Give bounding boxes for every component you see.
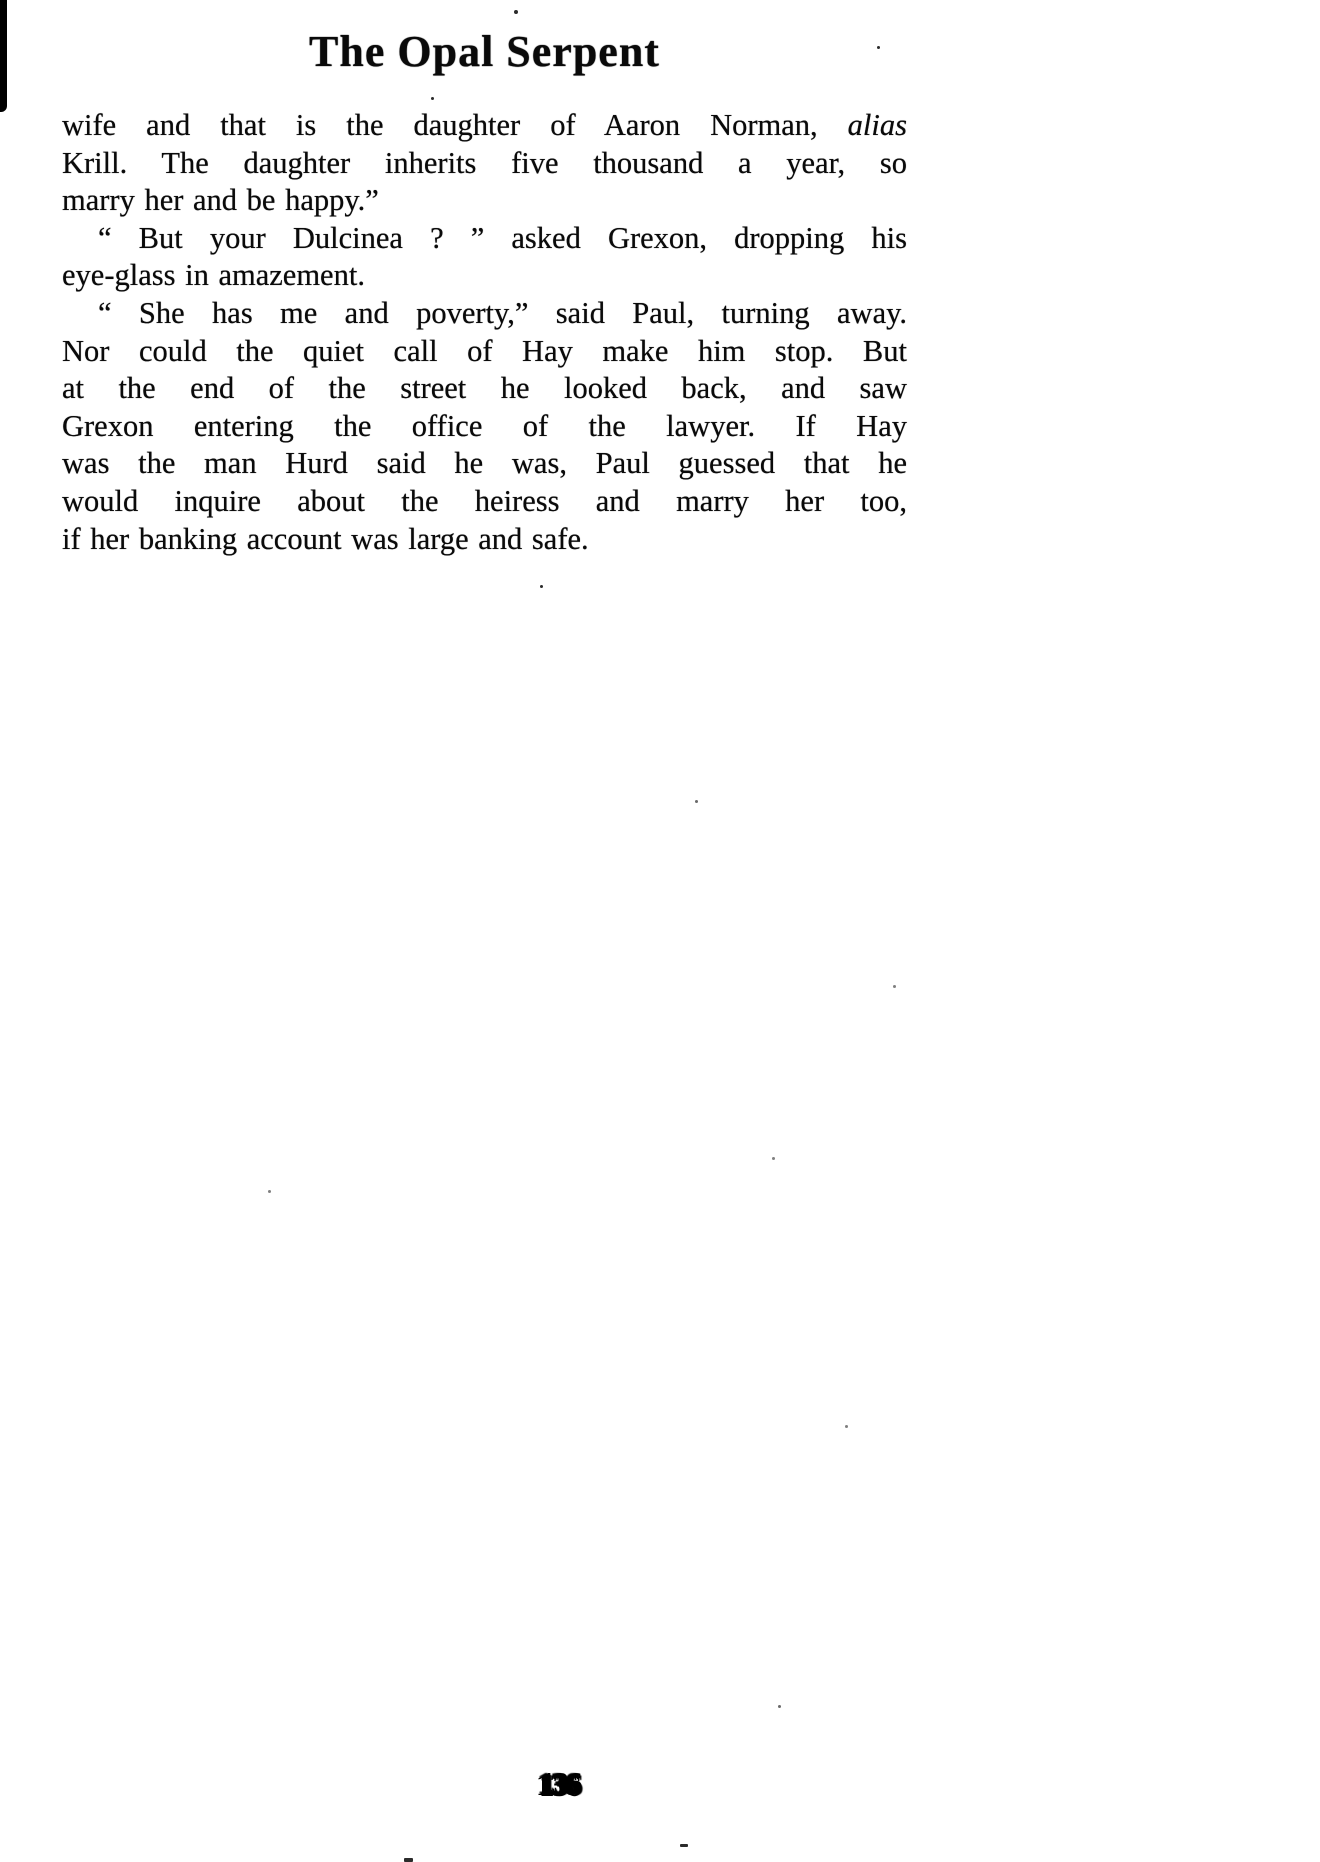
body-line-text: Grexon entering the office of the lawyer. If Hay (62, 408, 907, 443)
body-line-text: marry her and be happy.” (62, 183, 379, 218)
body-line (62, 295, 907, 333)
page-number: 136 (538, 1766, 579, 1801)
body-line (62, 145, 907, 183)
scan-speck (431, 97, 434, 100)
body-line (62, 107, 907, 145)
scan-speck (268, 1190, 271, 1193)
body-line-text: Nor could the quiet call of Hay make him stop. But (62, 333, 907, 368)
body-line-text: at the end of the street he looked back, and saw (62, 371, 907, 406)
scan-speck (778, 1705, 781, 1708)
body-line (62, 220, 907, 258)
body-text (62, 107, 907, 558)
scan-speck (540, 585, 543, 588)
body-line-text: would inquire about the heiress and marry her too, (62, 483, 907, 518)
body-line (62, 483, 907, 521)
body-line-text: “ She has me and poverty,” said Paul, turning away. (98, 295, 907, 330)
body-line (62, 257, 907, 295)
body-line (62, 333, 907, 371)
body-line-text: eye-glass in amazement. (62, 258, 365, 293)
body-line (62, 370, 907, 408)
body-line-italic-text: alias (847, 108, 907, 142)
scan-speck (404, 1858, 413, 1862)
body-line (62, 182, 907, 220)
body-line (62, 408, 907, 446)
body-line-text: if her banking account was large and safe. (62, 521, 589, 556)
scan-edge-artifact (0, 0, 7, 112)
scan-speck (680, 1844, 688, 1847)
scan-speck (695, 800, 698, 803)
scan-speck (893, 985, 896, 988)
body-line-text: was the man Hurd said he was, Paul guessed that he (62, 446, 907, 481)
body-line-text: Krill. The daughter inherits five thousand a year, so (62, 145, 907, 180)
body-line-text: “ But your Dulcinea ? ” asked Grexon, dropping his (98, 220, 907, 255)
body-line (62, 521, 907, 559)
page-title: The Opal Serpent (309, 27, 660, 76)
body-line (62, 445, 907, 483)
scan-speck (514, 10, 518, 14)
scan-speck (845, 1425, 848, 1428)
body-line-text: wife and that is the daughter of Aaron Norman, (62, 108, 848, 142)
scan-speck (772, 1157, 775, 1160)
scan-speck (877, 46, 880, 49)
